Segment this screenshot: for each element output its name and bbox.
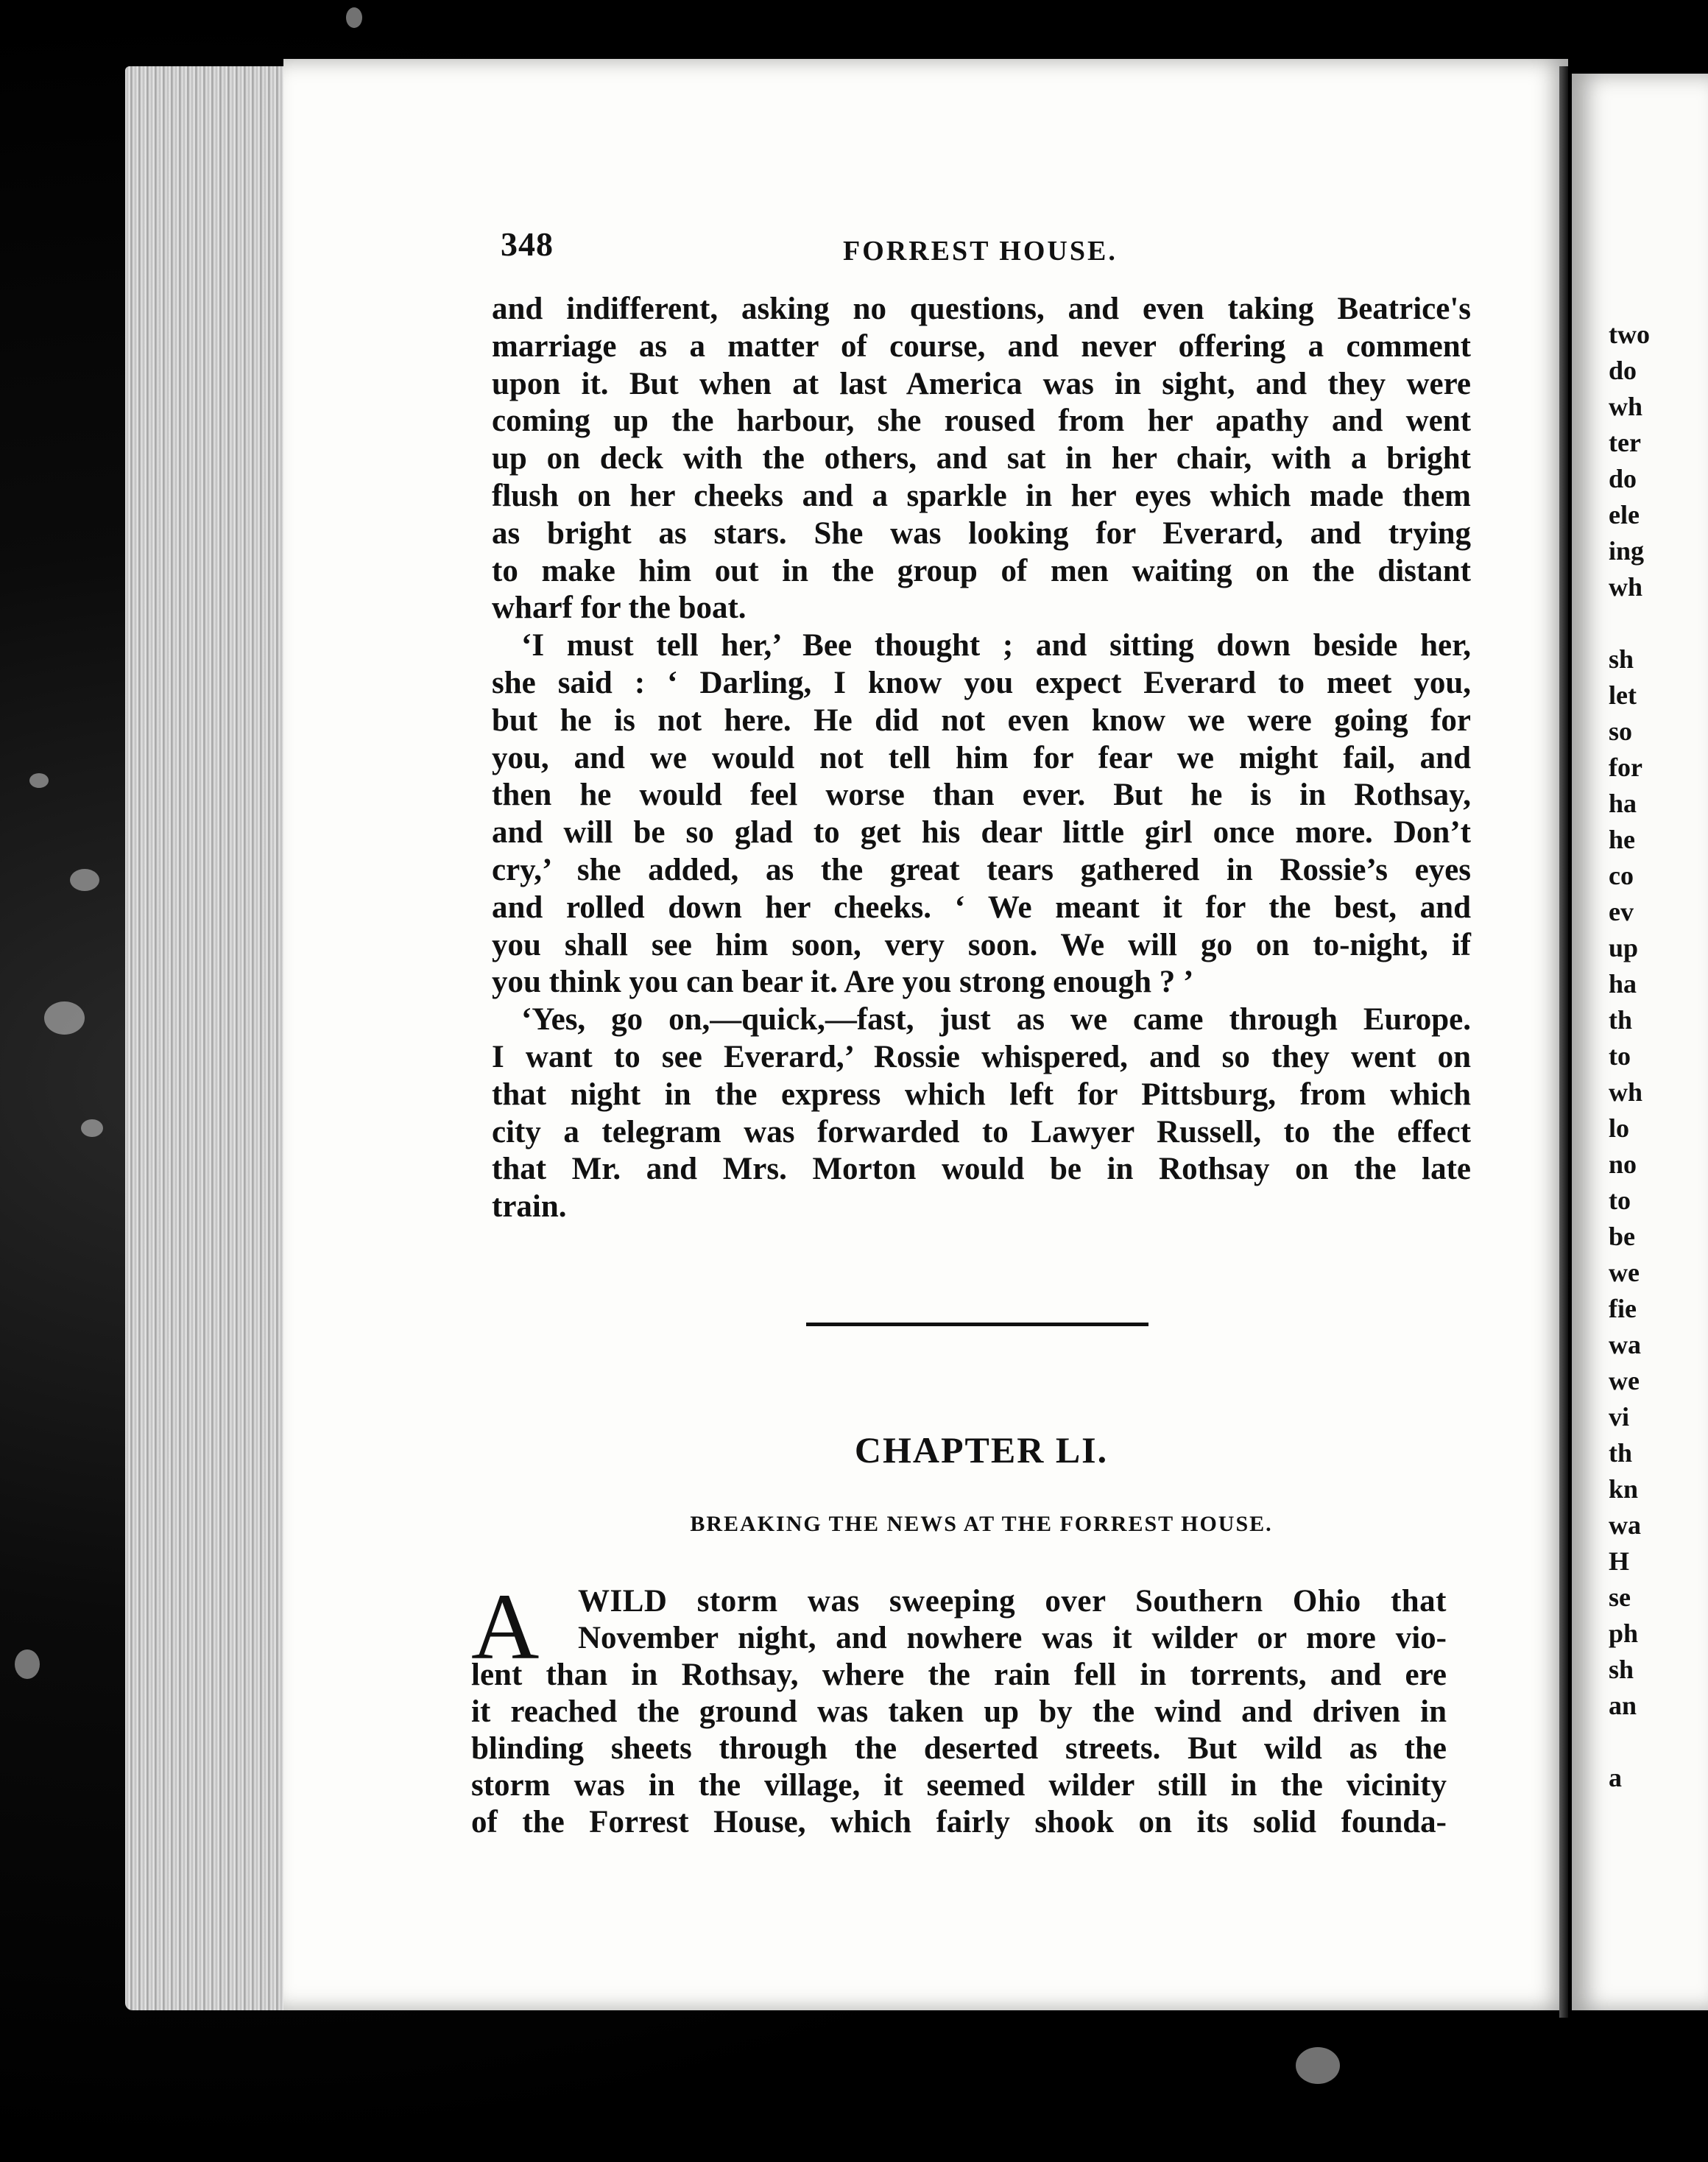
text-line: train. [492,1189,567,1225]
text-line: I want to see Everard,’ Rossie whispered, and so they went on [492,1039,1471,1074]
text-line: and rolled down her cheeks. ‘ We meant it for the best, and [492,890,1471,925]
right-page-fragment: wa [1609,1330,1641,1359]
right-page-fragment: we [1609,1366,1640,1395]
dust-speck [70,869,99,891]
right-page-fragment: fie [1609,1294,1637,1323]
right-page-text [1572,317,1708,1796]
text-line: upon it. But when at last America was in sight, and they were [492,366,1471,401]
page-number: 348 [501,225,554,263]
right-page-fragment: ele [1609,500,1640,529]
right-page-fragment: ha [1609,789,1637,818]
text-line: marriage as a matter of course, and never offering a comment [492,328,1471,364]
text-line: storm was in the village, it seemed wilder still in the vicinity [471,1768,1447,1803]
text-line: lent than in Rothsay, where the rain fell in torrents, and ere [471,1658,1447,1692]
text-line: up on deck with the others, and sat in her chair, with a bright [492,441,1471,476]
text-line: flush on her cheeks and a sparkle in her eyes which made them [492,478,1471,513]
right-page-fragment: ha [1609,969,1637,999]
right-page-fragment: an [1609,1691,1637,1720]
chapter-body [471,1574,1447,1841]
text-line: of the Forrest House, which fairly shook on its solid founda- [471,1805,1447,1839]
text-line: she said : ‘ Darling, I know you expect Everard to meet you, [492,665,1471,700]
book-page-edges [125,66,283,2010]
right-page-fragment: we [1609,1258,1640,1287]
chapter-title: CHAPTER LI. [854,1429,1109,1471]
dust-speck [1296,2047,1340,2084]
body-text [492,291,1471,1226]
right-page-fragment: wh [1609,392,1643,421]
right-page-fragment [1572,1724,1708,1760]
text-line: then he would feel worse than ever. But he is in Rothsay, [492,778,1471,813]
running-head [501,225,1458,269]
right-page-fragment: kn [1609,1474,1639,1504]
right-page-fragment: lo [1609,1113,1630,1143]
text-line: that night in the express which left for Pittsburg, from which [492,1077,1471,1112]
right-page-fragment: be [1609,1222,1635,1251]
text-line: you, and we would not tell him for fear we might fail, and [492,740,1471,775]
right-page-fragment: wh [1609,572,1643,602]
text-line: you shall see him soon, very soon. We will go on to-night, if [492,927,1471,962]
right-page-fragment: to [1609,1041,1631,1071]
right-page-fragment: so [1609,716,1633,746]
text-line: as bright as stars. She was looking for Everard, and trying [492,515,1471,551]
text-line: November night, and nowhere was it wilder or more vio- [578,1621,1447,1655]
right-page-fragment: wh [1609,1077,1643,1107]
text-line: blinding sheets through the deserted streets. But wild as the [471,1731,1447,1766]
text-line: and indifferent, asking no questions, and even taking Beatrice's [492,292,1471,326]
right-page-fragment: to [1609,1186,1631,1215]
right-page-fragment: he [1609,825,1635,854]
right-page-fragment: ev [1609,897,1634,926]
right-page-fragment: ph [1609,1619,1639,1648]
right-page-fragment: two [1609,320,1650,349]
text-line: cry,’ she added, as the great tears gathered in Rossie’s eyes [492,852,1471,887]
right-page-fragment: vi [1609,1402,1630,1432]
dust-speck [44,1001,85,1035]
dust-speck [81,1119,103,1137]
text-line: city a telegram was forwarded to Lawyer Russell, to the effect [492,1114,1471,1149]
dust-speck [15,1649,40,1679]
right-page-fragment: se [1609,1582,1631,1612]
right-page-fragment: th [1609,1005,1633,1035]
text-line: ‘I must tell her,’ Bee thought ; and sitting down beside her, [521,628,1471,663]
text-line: ‘Yes, go on,—quick,—fast, just as we came through Europe. [521,1002,1471,1038]
text-line: but he is not here. He did not even know we were going for [492,703,1471,738]
right-page-fragment: no [1609,1149,1637,1179]
right-page-fragment: sh [1609,644,1634,674]
text-line: coming up the harbour, she roused from her apathy and went [492,404,1471,439]
text-line: WILD storm was sweeping over Southern Ohio that [578,1584,1447,1619]
right-page-fragment: sh [1609,1655,1634,1684]
drop-cap: A [471,1574,540,1679]
right-page-fragment [1572,605,1708,641]
chapter-subtitle: BREAKING THE NEWS AT THE FORREST HOUSE. [690,1512,1273,1536]
text-line: to make him out in the group of men waiting on the distant [492,553,1471,588]
book-gutter [1559,66,1568,2018]
right-page-fragment: ter [1609,428,1641,457]
right-page-fragment: ing [1609,536,1645,566]
dust-speck [29,773,49,788]
text-line: and will be so glad to get his dear little girl once more. Don’t [492,815,1471,851]
running-head-title: FORREST HOUSE. [843,236,1118,267]
right-page-fragment: do [1609,356,1637,385]
right-page-fragment: co [1609,861,1634,890]
text-line: it reached the ground was taken up by the wind and driven in [471,1694,1447,1729]
text-line: that Mr. and Mrs. Morton would be in Rothsay on the late [492,1152,1471,1187]
right-page-fragment: do [1609,464,1637,493]
text-line: wharf for the boat. [492,591,747,626]
right-page-fragment: for [1609,753,1642,782]
right-page-fragment: up [1609,933,1639,962]
right-page-fragment: a [1609,1763,1622,1792]
right-page-fragment: H [1609,1546,1630,1576]
dust-speck [346,7,362,28]
right-page-fragment: let [1609,680,1637,710]
right-page-fragment: th [1609,1438,1633,1468]
text-line: you think you can bear it. Are you strong enough ? ’ [492,965,1194,1000]
right-page-fragment: wa [1609,1510,1641,1540]
section-divider [806,1323,1148,1326]
